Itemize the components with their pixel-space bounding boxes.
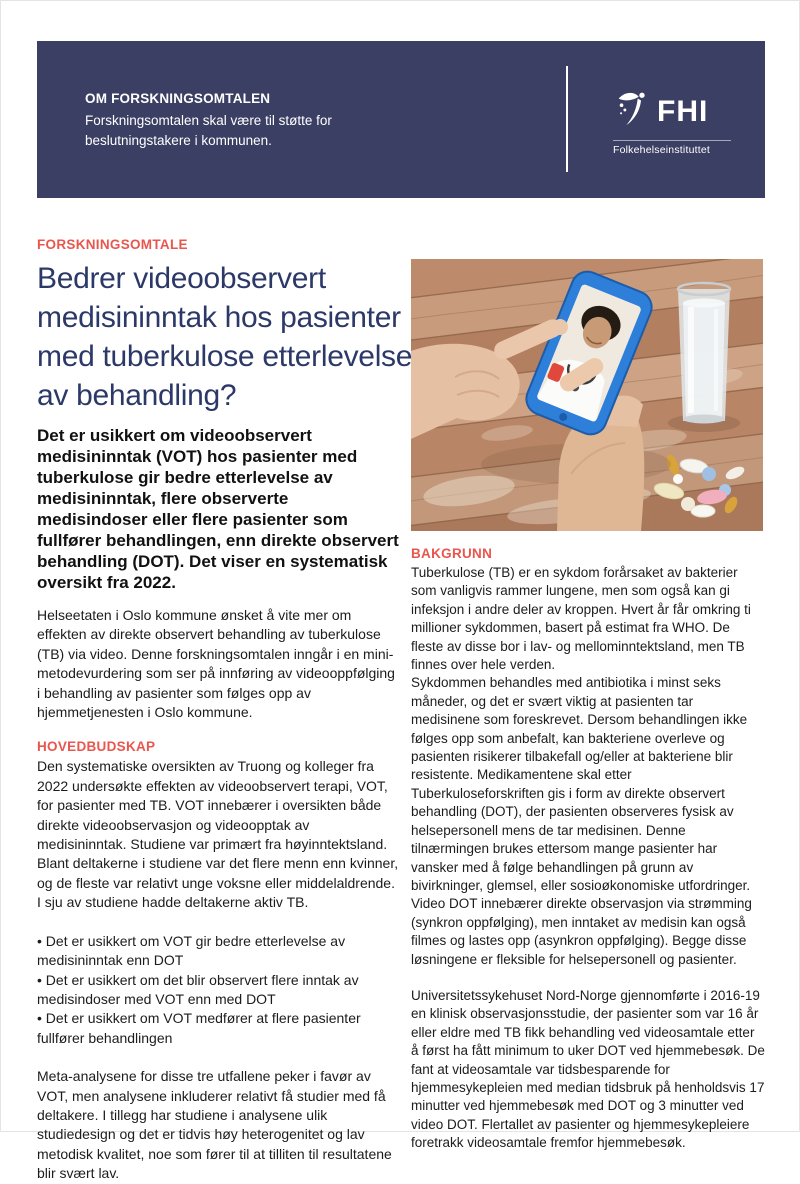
left-column xyxy=(37,237,413,1184)
key-findings-list xyxy=(37,932,401,1048)
fhi-logo-icon xyxy=(613,89,651,134)
fhi-logo xyxy=(613,89,731,156)
intro-paragraph: Helseetaten i Oslo kommune ønsket å vite mer om effekten av direkte observert behandling av tuberkulose (TB) via video. Denne forskningsomtalen inngår i en mini-metodevurdering som ser på innføring av videooppfølging i behandling av pasienter som følges opp av hjemmetjenesten i Oslo kommune. xyxy=(37,607,395,721)
header-divider xyxy=(566,66,568,172)
bullet-item: • Det er usikkert om VOT medfører at flere pasienter fullfører behandlingen xyxy=(37,1010,361,1046)
hovedbudskap-paragraph-2: Meta-analysene for disse tre utfallene peker i favør av VOT, men analysene inkluderer relativt få studier med få deltakere. I tillegg har studiene i analysene ulik studiedesign og det er tidvis høy heterogenitet og lav metodisk kvalitet, noe som fører til at tilliten til resultatene blir svært lav. xyxy=(37,1068,392,1182)
about-heading: OM FORSKNINGSOMTALEN xyxy=(85,91,271,106)
section-heading-hovedbudskap: HOVEDBUDSKAP xyxy=(37,739,156,755)
bullet-item: • Det er usikkert om VOT gir bedre etterlevelse av medisininntak enn DOT xyxy=(37,932,346,969)
about-body: Forskningsomtalen skal være til støtte for beslutningstakere i kommunen. xyxy=(85,113,332,148)
section-heading-bakgrunn: BAKGRUNN xyxy=(411,546,493,561)
bakgrunn-paragraph-1: Tuberkulose (TB) er en sykdom forårsaket av bakterier som vanligvis rammer lungene, men som også kan gi infeksjon i andre deler av kroppen. Hvert år får omkring ti millioner sykdommen, basert på estimat fra WHO. De fleste av disse bor i lav- og mellominntektsland, men TB finnes over hele verden. xyxy=(411,565,751,673)
bakgrunn-paragraph-2: Sykdommen behandles med antibiotika i minst seks måneder, og det er svært viktig at pasienten tar medisinene som foreskrevet. Dersom behandlingen ikke følges opp som anbefalt, kan bakteriene overleve og pasienten risikerer tilbakefall og/eller at bakteriene blir resistente. Medikamentene skal etter Tuberkuloseforskriften gis i form av direkte observert behandling (DOT), der pasienten observeres fysisk av helsepersonell mens de tar medisinen. Denne tilnærmingen brukes ettersom mange pasienter har vansker med å følge behandlingen på grunn av bivirkninger, glemsel, eller sosioøkonomiske utfordringer. Video DOT innebærer direkte observasjon via strømming (synkron oppfølging), men inntaket av medisin kan også filmes og lastes opp (asynkron oppfølging). Begge disse løsningene er fleksible for helsepersonell og pasienter. xyxy=(411,675,752,967)
bakgrunn-paragraph-3: Universitetssykehuset Nord-Norge gjennomførte i 2016-19 en klinisk observasjonsstudie, der pasienter som var 16 år eller eldre med TB fikk behandling ved videosamtale etter å først ha fått minimum to uker DOT ved hjemmebesøk. De fant at videosamtale var tidsbesparende for hjemmesykepleien med median tidsbruk på henholdsvis 17 minutter ved hjemmebesøk med DOT og 3 minutter ved video DOT. Flertallet av pasienter og hjemmesykepleiere foretrakk videosamtale fremfor hjemmebesøk. xyxy=(411,987,765,1151)
fhi-logo-name: Folkehelseinstituttet xyxy=(613,144,710,156)
header-banner xyxy=(37,41,765,198)
about-block xyxy=(85,91,385,151)
right-column xyxy=(411,546,765,1153)
bullet-item: • Det er usikkert om det blir observert flere inntak av medisindoser med VOT enn med DOT xyxy=(37,971,359,1007)
logo-rule xyxy=(613,140,731,141)
article-kicker: FORSKNINGSOMTALE xyxy=(37,237,188,252)
page-title: Bedrer videoobservert medisininntak hos pasienter med tuberkulose etterlevelse av behandling? xyxy=(37,262,413,412)
lead-paragraph: Det er usikkert om videoobservert medisininntak (VOT) hos pasienter med tuberkulose gir bedre etterlevelse av medisininntak, flere observerte medisindoser eller flere pasienter som fullfører behandlingen, enn direkte observert behandling (DOT). Det viser en systematisk oversikt fra 2022. xyxy=(37,426,399,592)
fhi-logo-acronym: FHI xyxy=(657,94,709,128)
hovedbudskap-paragraph-1: Den systematiske oversikten av Truong og kolleger fra 2022 undersøkte effekten av videoobservert terapi, VOT, for pasienter med TB. VOT innebærer i oversikten både direkte videoobservasjon og videoopptak av medisininntak. Studiene var primært fra høyinntektsland. Blant deltakerne i studiene var det flere menn enn kvinner, og de fleste var relativt unge voksne eller middelaldrende. I sju av studiene hadde deltakerne aktiv TB. xyxy=(37,758,399,911)
telemedicine-photo xyxy=(411,259,763,531)
